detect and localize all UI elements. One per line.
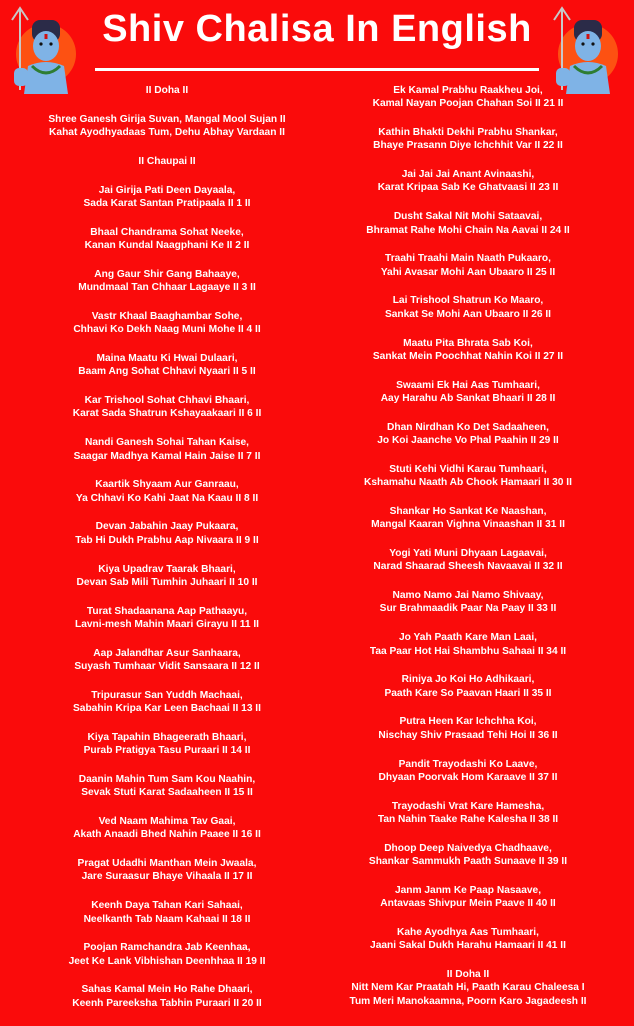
verse-line: II Doha II	[145, 85, 189, 96]
verse-line: Sabahin Kripa Kar Leen Bachaai II 13 II	[73, 703, 261, 715]
verse-block	[17, 84, 317, 97]
verse-block	[17, 226, 317, 253]
verse-line: Ek Kamal Prabhu Raakheu Joi,	[393, 85, 543, 96]
verse-line: II Doha II	[446, 968, 490, 980]
verse-block	[17, 647, 317, 674]
verse-block	[318, 252, 618, 279]
verse-block	[318, 421, 618, 448]
verse-line: Mangal Kaaran Vighna Vinaashan II 31 II	[371, 519, 565, 531]
verse-line: Baam Ang Sohat Chhavi Nyaari II 5 II	[78, 366, 256, 378]
verse-block	[17, 815, 317, 842]
verse-line: Tab Hi Dukh Prabhu Aap Nivaara II 9 II	[75, 534, 259, 546]
verse-line: Sevak Stuti Karat Sadaaheen II 15 II	[81, 787, 253, 799]
verse-line: Sankat Mein Poochhat Nahin Koi II 27 II	[372, 350, 564, 362]
verse-line: Turat Shadaanana Aap Pathaayu,	[86, 605, 248, 617]
verse-line: Taa Paar Hot Hai Shambhu Sahaai II 34 II	[369, 645, 567, 657]
verse-line: Nandi Ganesh Sohai Tahan Kaise,	[85, 437, 249, 449]
verse-line: Riniya Jo Koi Ho Adhikaari,	[401, 674, 535, 686]
verse-line: Lai Trishool Shatrun Ko Maaro,	[392, 295, 544, 307]
verse-line: Sankat Se Mohi Aan Ubaaro II 26 II	[384, 308, 552, 320]
verse-line: Aap Jalandhar Asur Sanhaara,	[93, 647, 241, 659]
verse-block	[318, 884, 618, 911]
verse-line: Tripurasur San Yuddh Machaai,	[91, 689, 243, 701]
verse-block	[17, 352, 317, 379]
verse-line: Trayodashi Vrat Kare Hamesha,	[391, 800, 545, 812]
verse-line: Kshamahu Naath Ab Chook Hamaari II 30 II	[364, 477, 572, 489]
verse-line: Stuti Kehi Vidhi Karau Tumhaari,	[389, 463, 547, 475]
verse-line: Lavni-mesh Mahin Maari Girayu II 11 II	[74, 618, 259, 630]
verse-line: Ang Gaur Shir Gang Bahaaye,	[94, 268, 240, 280]
verse-block	[17, 394, 317, 421]
verse-line: Kahe Ayodhya Aas Tumhaari,	[397, 926, 539, 938]
verse-line: Ved Naam Mahima Tav Gaai,	[98, 816, 236, 828]
verse-block	[318, 673, 618, 700]
verse-line: Narad Shaarad Sheesh Navaavai II 32 II	[373, 561, 563, 573]
right-verse-column	[318, 84, 618, 1023]
verse-line: Suyash Tumhaar Vidit Sansaara II 12 II	[74, 661, 260, 673]
verse-line: Putra Heen Kar Ichchha Koi,	[399, 716, 537, 728]
verse-block	[318, 631, 618, 658]
verse-line: Chhavi Ko Dekh Naag Muni Mohe II 4 II	[73, 324, 261, 336]
verse-line: Jai Girija Pati Deen Dayaala,	[98, 184, 236, 196]
verse-line: Jeet Ke Lank Vibhishan Deenhhaa II 19 II	[68, 955, 266, 967]
left-verse-column	[17, 84, 317, 1026]
verse-line: Pragat Udadhi Manthan Mein Jwaala,	[77, 858, 257, 870]
verse-line: Kamal Nayan Poojan Chahan Soi II 21 II	[372, 98, 564, 110]
verse-block	[17, 689, 317, 716]
verse-line: Jo Koi Jaanche Vo Phal Paahin II 29 II	[377, 435, 559, 447]
verse-line: Nitt Nem Kar Praatah Hi, Paath Karau Chaleesa I	[351, 982, 585, 994]
verse-block	[17, 605, 317, 632]
verse-block	[17, 436, 317, 463]
verse-block	[17, 941, 317, 968]
verse-line: Mundmaal Tan Chhaar Lagaaye II 3 II	[78, 282, 256, 294]
verse-line: Kiya Upadrav Taarak Bhaari,	[98, 563, 236, 575]
verse-block	[318, 168, 618, 195]
verse-line: Kahat Ayodhyadaas Tum, Dehu Abhay Vardaan II	[49, 127, 285, 139]
page-title: Shiv Chalisa In English	[102, 8, 532, 50]
verse-line: Akath Anaadi Bhed Nahin Paaee II 16 II	[73, 829, 261, 841]
verse-block	[318, 379, 618, 406]
verse-line: Traahi Traahi Main Naath Pukaaro,	[385, 253, 551, 265]
verse-line: Yogi Yati Muni Dhyaan Lagaavai,	[389, 548, 547, 560]
verse-line: Shankar Ho Sankat Ke Naashan,	[389, 505, 547, 517]
verse-line: Maina Maatu Ki Hwai Dulaari,	[96, 353, 238, 365]
verse-line: Saagar Madhya Kamal Hain Jaise II 7 II	[73, 450, 261, 462]
verse-line: Tan Nahin Taake Rahe Kalesha II 38 II	[377, 813, 559, 825]
verse-block	[17, 520, 317, 547]
verse-block	[17, 731, 317, 758]
verse-block	[318, 84, 618, 111]
verse-line: Shree Ganesh Girija Suvan, Mangal Mool Sujan II	[48, 113, 286, 125]
verse-block	[17, 899, 317, 926]
lord-shiva-icon	[548, 6, 628, 94]
verse-block	[318, 926, 618, 953]
verse-line: Bhaal Chandrama Sohat Neeke,	[90, 226, 244, 238]
verse-line: Kanan Kundal Naagphani Ke II 2 II	[84, 240, 250, 252]
verse-line: Paath Kare So Paavan Haari II 35 II	[384, 687, 552, 699]
verse-block	[318, 968, 618, 1008]
verse-line: Bhaye Prasann Diye Ichchhit Var II 22 II	[373, 140, 563, 152]
verse-line: Nischay Shiv Prasaad Tehi Hoi II 36 II	[378, 729, 558, 741]
verse-line: II Chaupai II	[138, 155, 196, 167]
verse-line: Devan Sab Mili Tumhin Juhaari II 10 II	[76, 576, 258, 588]
verse-block	[318, 337, 618, 364]
verse-line: Kiya Tapahin Bhageerath Bhaari,	[87, 731, 247, 743]
verse-block	[17, 857, 317, 884]
verse-block	[17, 563, 317, 590]
verse-line: Kar Trishool Sohat Chhavi Bhaari,	[84, 395, 250, 407]
verse-block	[318, 800, 618, 827]
verse-line: Karat Sada Shatrun Kshayaakaari II 6 II	[72, 408, 262, 420]
verse-block	[17, 310, 317, 337]
verse-block	[318, 758, 618, 785]
verse-line: Antavaas Shivpur Mein Paave II 40 II	[380, 898, 556, 910]
verse-block	[17, 773, 317, 800]
verse-line: Swaami Ek Hai Aas Tumhaari,	[396, 379, 540, 391]
verse-block	[318, 589, 618, 616]
verse-line: Jai Jai Jai Anant Avinaashi,	[401, 169, 535, 181]
verse-line: Vastr Khaal Baaghambar Sohe,	[91, 310, 243, 322]
verse-line: Ya Chhavi Ko Kahi Jaat Na Kaau II 8 II	[75, 492, 259, 504]
verse-line: Dhyaan Poorvak Hom Karaave II 37 II	[378, 771, 558, 783]
verse-block	[318, 505, 618, 532]
verse-line: Maatu Pita Bhrata Sab Koi,	[403, 337, 533, 349]
verse-block	[318, 547, 618, 574]
verse-block	[17, 268, 317, 295]
header	[0, 0, 634, 95]
verse-line: Keenh Daya Tahan Kari Sahaai,	[91, 900, 243, 912]
verse-block	[17, 478, 317, 505]
verse-block	[318, 463, 618, 490]
verse-line: Karat Kripaa Sab Ke Ghatvaasi II 23 II	[377, 182, 559, 194]
verse-block	[318, 126, 618, 153]
verse-line: Kaartik Shyaam Aur Ganraau,	[95, 479, 239, 491]
verse-line: Poojan Ramchandra Jab Keenhaa,	[83, 942, 251, 954]
verse-line: Jare Suraasur Bhaye Vihaala II 17 II	[81, 871, 253, 883]
verse-line: Yahi Avasar Mohi Aan Ubaaro II 25 II	[380, 266, 556, 278]
verse-line: Sur Brahmaadik Paar Na Paay II 33 II	[379, 603, 557, 615]
verse-block	[17, 184, 317, 211]
verse-block	[318, 210, 618, 237]
verse-line: Daanin Mahin Tum Sam Kou Naahin,	[78, 774, 256, 785]
verse-line: Tum Meri Manokaamna, Poorn Karo Jagadeesh II	[349, 995, 587, 1007]
verse-line: Namo Namo Jai Namo Shivaay,	[392, 590, 544, 602]
verse-line: Devan Jabahin Jaay Pukaara,	[95, 521, 239, 533]
verse-line: Shankar Sammukh Paath Sunaave II 39 II	[368, 855, 568, 867]
verse-line: Jaani Sakal Dukh Harahu Hamaari II 41 II	[370, 940, 566, 952]
verse-block	[17, 113, 317, 140]
verse-line: Neelkanth Tab Naam Kahaai II 18 II	[83, 913, 251, 925]
verse-line: Aay Harahu Ab Sankat Bhaari II 28 II	[380, 392, 556, 404]
verse-line: Purab Pratigya Tasu Puraari II 14 II	[83, 745, 251, 757]
verse-block	[17, 983, 317, 1010]
verse-line: Dusht Sakal Nit Mohi Sataavai,	[393, 211, 543, 223]
verse-line: Dhan Nirdhan Ko Det Sadaaheen,	[387, 421, 549, 433]
verse-line: Kathin Bhakti Dekhi Prabhu Shankar,	[378, 127, 558, 139]
verse-line: Sahas Kamal Mein Ho Rahe Dhaari,	[81, 984, 253, 996]
verse-line: Bhramat Rahe Mohi Chain Na Aavai II 24 II	[366, 224, 570, 236]
verse-line: Janm Janm Ke Paap Nasaave,	[394, 884, 542, 896]
verse-block	[318, 842, 618, 869]
verse-line: Jo Yah Paath Kare Man Laai,	[399, 632, 537, 644]
verse-block	[318, 715, 618, 742]
title-underline	[95, 68, 539, 71]
verse-line: Keenh Pareeksha Tabhin Puraari II 20 II	[72, 997, 262, 1009]
verse-line: Pandit Trayodashi Ko Laave,	[398, 758, 538, 770]
verse-block	[17, 155, 317, 168]
verse-line: Sada Karat Santan Pratipaala II 1 II	[83, 197, 251, 209]
verse-line: Dhoop Deep Naivedya Chadhaave,	[384, 842, 552, 854]
verse-block	[318, 294, 618, 321]
